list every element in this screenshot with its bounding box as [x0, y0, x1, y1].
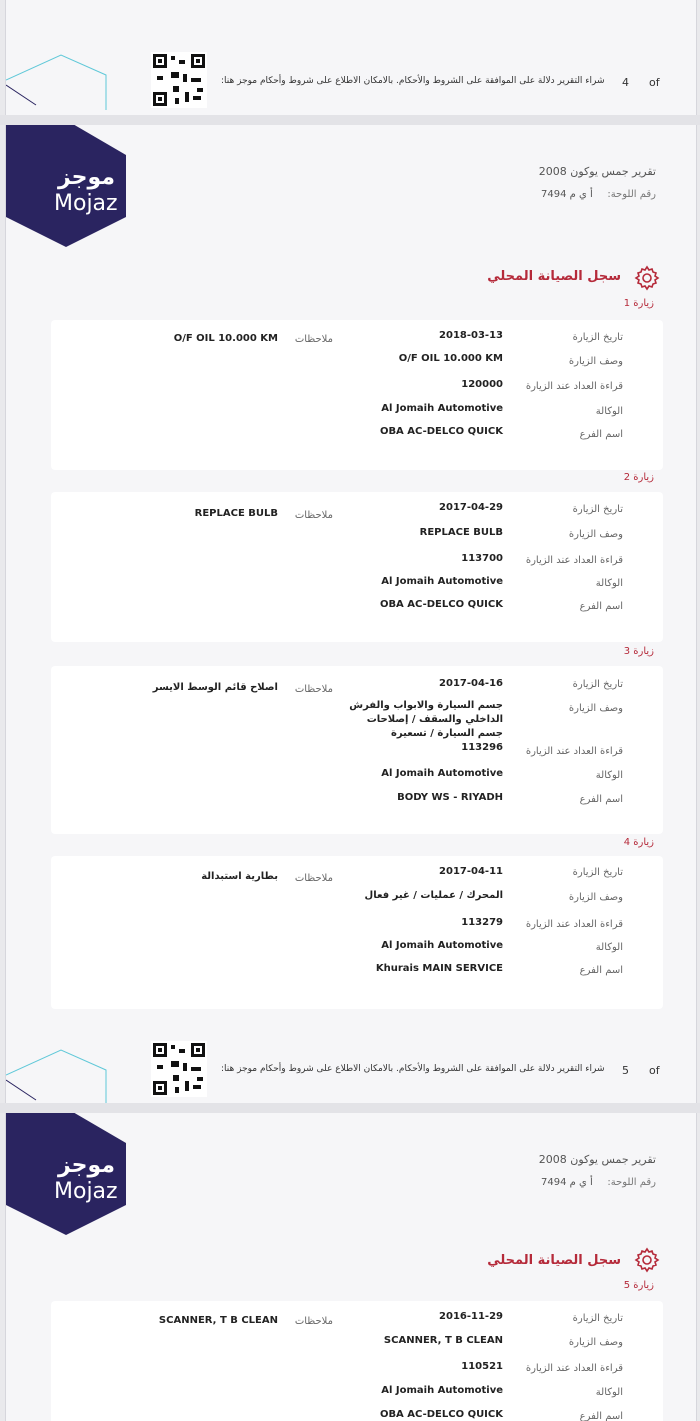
visit-odometer: 113279: [461, 917, 503, 928]
visit-date: 2017-04-11: [439, 866, 503, 877]
gear-icon: [634, 265, 660, 291]
visit-agency: Al Jomaih Automotive: [381, 940, 503, 951]
visit-notes: REPLACE BULB: [194, 508, 278, 519]
page-separator: [0, 115, 700, 125]
plate-value: أ ي م 7494: [541, 189, 593, 200]
desc-label: وصف الزيارة: [568, 356, 623, 367]
notes-label: ملاحظات: [294, 510, 333, 521]
branch-label: اسم الفرع: [579, 429, 623, 440]
visit-notes: اصلاح قائم الوسط الايسر: [152, 682, 278, 693]
visit-card: [51, 1301, 663, 1421]
page-separator: [0, 1103, 700, 1113]
branch-label: اسم الفرع: [579, 965, 623, 976]
visit-notes: SCANNER, T B CLEAN: [158, 1315, 278, 1326]
odometer-label: قراءة العداد عند الزيارة: [525, 746, 623, 757]
notes-label: ملاحظات: [294, 873, 333, 884]
visit-desc: REPLACE BULB: [419, 527, 503, 538]
visit-date: 2018-03-13: [439, 330, 503, 341]
visit-notes: O/F OIL 10.000 KM: [173, 333, 278, 344]
visit-desc: O/F OIL 10.000 KM: [398, 353, 503, 364]
visit-agency: Al Jomaih Automotive: [381, 1385, 503, 1396]
date-label: تاريخ الزيارة: [572, 504, 623, 515]
terms-note: شراء التقرير دلالة على الموافقة على الشروط والأحكام. بالامكان الاطلاع على شروط وأحكام موجز هنا:: [221, 76, 605, 86]
decorative-lines: [6, 50, 116, 115]
desc-label: وصف الزيارة: [568, 892, 623, 903]
qr-code[interactable]: [151, 1041, 207, 1097]
branch-label: اسم الفرع: [579, 601, 623, 612]
visit-label: زيارة 3: [623, 646, 654, 657]
logo-english: Mojaz: [54, 1179, 118, 1204]
report-page-6: [5, 1113, 697, 1421]
odometer-label: قراءة العداد عند الزيارة: [525, 919, 623, 930]
section-title: سجل الصيانة المحلي: [487, 269, 621, 284]
agency-label: الوكالة: [595, 578, 623, 589]
logo-english: Mojaz: [54, 191, 118, 216]
report-title: تقرير جمس يوكون 2008: [538, 1153, 656, 1166]
visit-card: [51, 666, 663, 834]
visit-card: [51, 492, 663, 642]
notes-label: ملاحظات: [294, 684, 333, 695]
logo-arabic: موجز: [58, 165, 115, 190]
visit-date: 2017-04-29: [439, 502, 503, 513]
branch-label: اسم الفرع: [579, 1411, 623, 1421]
page-number: 4: [622, 76, 629, 89]
date-label: تاريخ الزيارة: [572, 867, 623, 878]
branch-label: اسم الفرع: [579, 794, 623, 805]
visit-notes: بطارية استبدالة: [201, 871, 278, 882]
odometer-label: قراءة العداد عند الزيارة: [525, 555, 623, 566]
visit-label: زيارة 4: [623, 837, 654, 848]
visit-agency: Al Jomaih Automotive: [381, 403, 503, 414]
section-title: سجل الصيانة المحلي: [487, 1253, 621, 1268]
gear-icon: [634, 1247, 660, 1273]
plate-label: رقم اللوحة:: [607, 189, 656, 200]
date-label: تاريخ الزيارة: [572, 332, 623, 343]
odometer-label: قراءة العداد عند الزيارة: [525, 381, 623, 392]
visit-desc-line: جسم السيارة / تسعيرة: [391, 728, 503, 739]
visit-branch: OBA AC-DELCO QUICK: [379, 599, 503, 610]
visit-agency: Al Jomaih Automotive: [381, 768, 503, 779]
date-label: تاريخ الزيارة: [572, 1313, 623, 1324]
visit-desc: المحرك / عمليات / غير فعال: [364, 890, 503, 901]
terms-note: شراء التقرير دلالة على الموافقة على الشروط والأحكام. بالامكان الاطلاع على شروط وأحكام موجز هنا:: [221, 1064, 605, 1074]
visit-odometer: 110521: [461, 1361, 503, 1372]
notes-label: ملاحظات: [294, 334, 333, 345]
visit-desc-line: الداخلي والسقف / إصلاحات: [366, 714, 503, 725]
visit-card: [51, 856, 663, 1009]
visit-label: زيارة 2: [623, 472, 654, 483]
notes-label: ملاحظات: [294, 1316, 333, 1327]
agency-label: الوكالة: [595, 942, 623, 953]
date-label: تاريخ الزيارة: [572, 679, 623, 690]
visit-branch: OBA AC-DELCO QUICK: [379, 1409, 503, 1420]
visit-odometer: 120000: [461, 379, 503, 390]
desc-label: وصف الزيارة: [568, 1337, 623, 1348]
visit-desc-line: جسم السيارة والابواب والفرش: [349, 700, 503, 711]
agency-label: الوكالة: [595, 770, 623, 781]
visit-date: 2016-11-29: [439, 1311, 503, 1322]
visit-odometer: 113296: [461, 742, 503, 753]
plate-label: رقم اللوحة:: [607, 1177, 656, 1188]
visit-branch: Khurais MAIN SERVICE: [375, 963, 503, 974]
plate-value: أ ي م 7494: [541, 1177, 593, 1188]
visit-label: زيارة 1: [623, 298, 654, 309]
visit-odometer: 113700: [461, 553, 503, 564]
odometer-label: قراءة العداد عند الزيارة: [525, 1363, 623, 1374]
visit-agency: Al Jomaih Automotive: [381, 576, 503, 587]
desc-label: وصف الزيارة: [568, 703, 623, 714]
visit-branch: BODY WS - RIYADH: [397, 792, 503, 803]
report-title: تقرير جمس يوكون 2008: [538, 165, 656, 178]
visit-branch: OBA AC-DELCO QUICK: [379, 426, 503, 437]
agency-label: الوكالة: [595, 406, 623, 417]
report-page-4: [5, 0, 697, 115]
visit-desc: SCANNER, T B CLEAN: [383, 1335, 503, 1346]
desc-label: وصف الزيارة: [568, 529, 623, 540]
of-label: of: [649, 1064, 660, 1077]
decorative-lines: [6, 1045, 116, 1107]
of-label: of: [649, 76, 660, 89]
qr-code[interactable]: [151, 52, 207, 108]
page-number: 5: [622, 1064, 629, 1077]
visit-card: [51, 320, 663, 470]
visit-date: 2017-04-16: [439, 678, 503, 689]
report-page-5: [5, 125, 697, 1107]
logo-arabic: موجز: [58, 1153, 115, 1178]
visit-label: زيارة 5: [623, 1280, 654, 1291]
agency-label: الوكالة: [595, 1387, 623, 1398]
